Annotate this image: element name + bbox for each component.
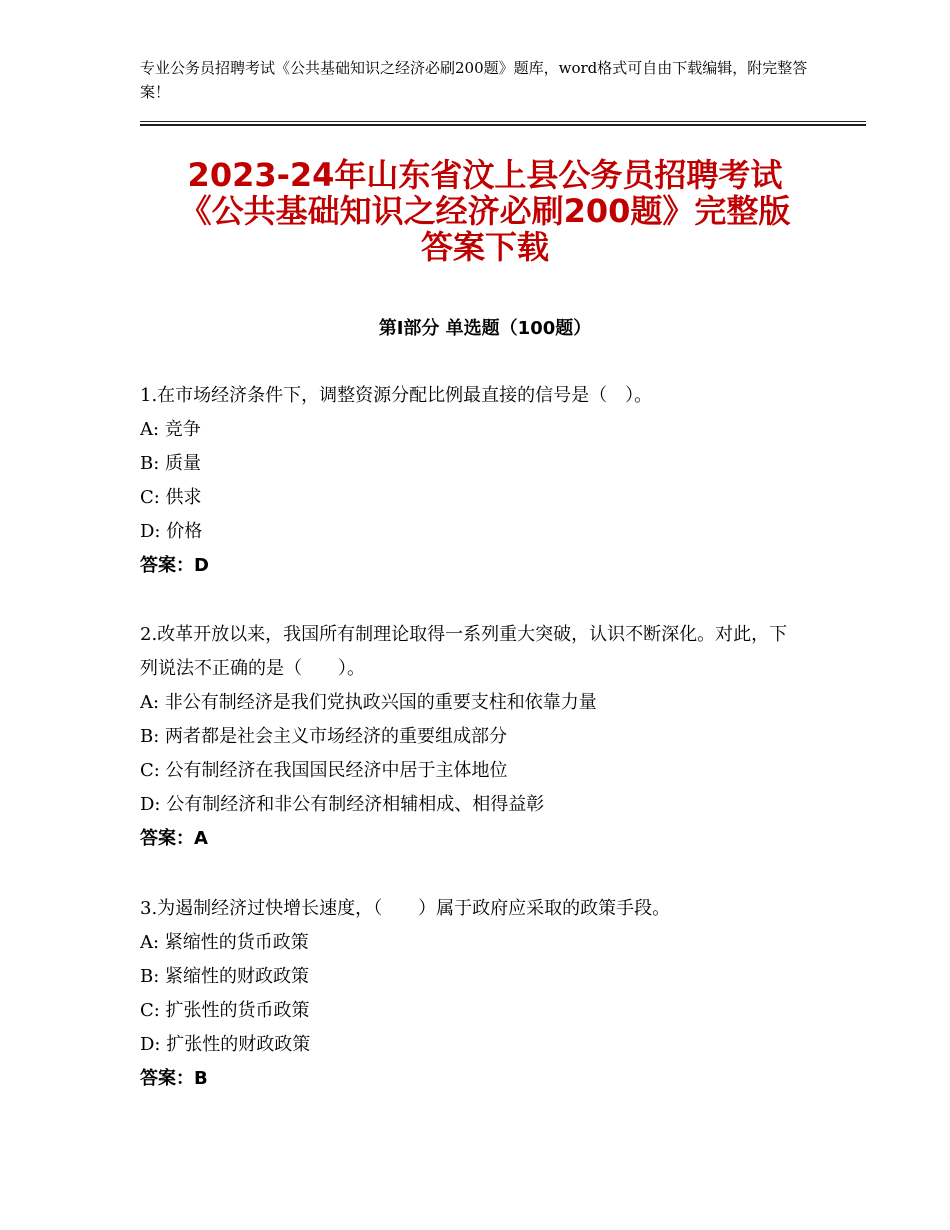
option-d: D: 扩张性的财政政策 bbox=[140, 1034, 311, 1055]
option-b: B: 两者都是社会主义市场经济的重要组成部分 bbox=[140, 726, 508, 747]
option-c: C: 公有制经济在我国国民经济中居于主体地位 bbox=[140, 760, 508, 781]
question-stem: 1.在市场经济条件下，调整资源分配比例最直接的信号是（ ）。 bbox=[140, 385, 653, 406]
section-title: 第Ⅰ部分 单选题（100题） bbox=[378, 318, 592, 339]
title-line-2: 《公共基础知识之经济必刷200题》完整版 bbox=[179, 192, 791, 230]
option-b: B: 质量 bbox=[140, 453, 202, 474]
answer-label: 答案：D bbox=[140, 555, 209, 576]
option-a: A: 紧缩性的货币政策 bbox=[140, 932, 309, 953]
title-line-3: 答案下载 bbox=[420, 228, 549, 266]
question-stem: 3.为遏制经济过快增长速度，（ ）属于政府应采取的政策手段。 bbox=[140, 898, 671, 919]
option-d: D: 价格 bbox=[140, 521, 203, 542]
answer-label: 答案：B bbox=[140, 1068, 208, 1089]
document-title bbox=[100, 157, 870, 265]
header-divider bbox=[140, 121, 866, 126]
answer-label: 答案：A bbox=[140, 828, 208, 849]
option-d: D: 公有制经济和非公有制经济相辅相成、相得益彰 bbox=[140, 794, 545, 815]
question-stem: 2.改革开放以来，我国所有制理论取得一系列重大突破，认识不断深化。对此，下列说法不正确的是（ ）。 bbox=[140, 624, 788, 679]
option-c: C: 供求 bbox=[140, 487, 202, 508]
question-2 bbox=[140, 618, 800, 856]
question-1 bbox=[140, 379, 800, 583]
question-3 bbox=[140, 892, 800, 1096]
option-a: A: 竞争 bbox=[140, 419, 201, 440]
header-note: 专业公务员招聘考试《公共基础知识之经济必刷200题》题库，word格式可自由下载编辑，附完整答案！ bbox=[140, 59, 808, 101]
option-a: A: 非公有制经济是我们党执政兴国的重要支柱和依靠力量 bbox=[140, 692, 597, 713]
title-line-1: 2023-24年山东省汶上县公务员招聘考试 bbox=[187, 156, 783, 194]
option-b: B: 紧缩性的财政政策 bbox=[140, 966, 310, 987]
option-c: C: 扩张性的货币政策 bbox=[140, 1000, 310, 1021]
